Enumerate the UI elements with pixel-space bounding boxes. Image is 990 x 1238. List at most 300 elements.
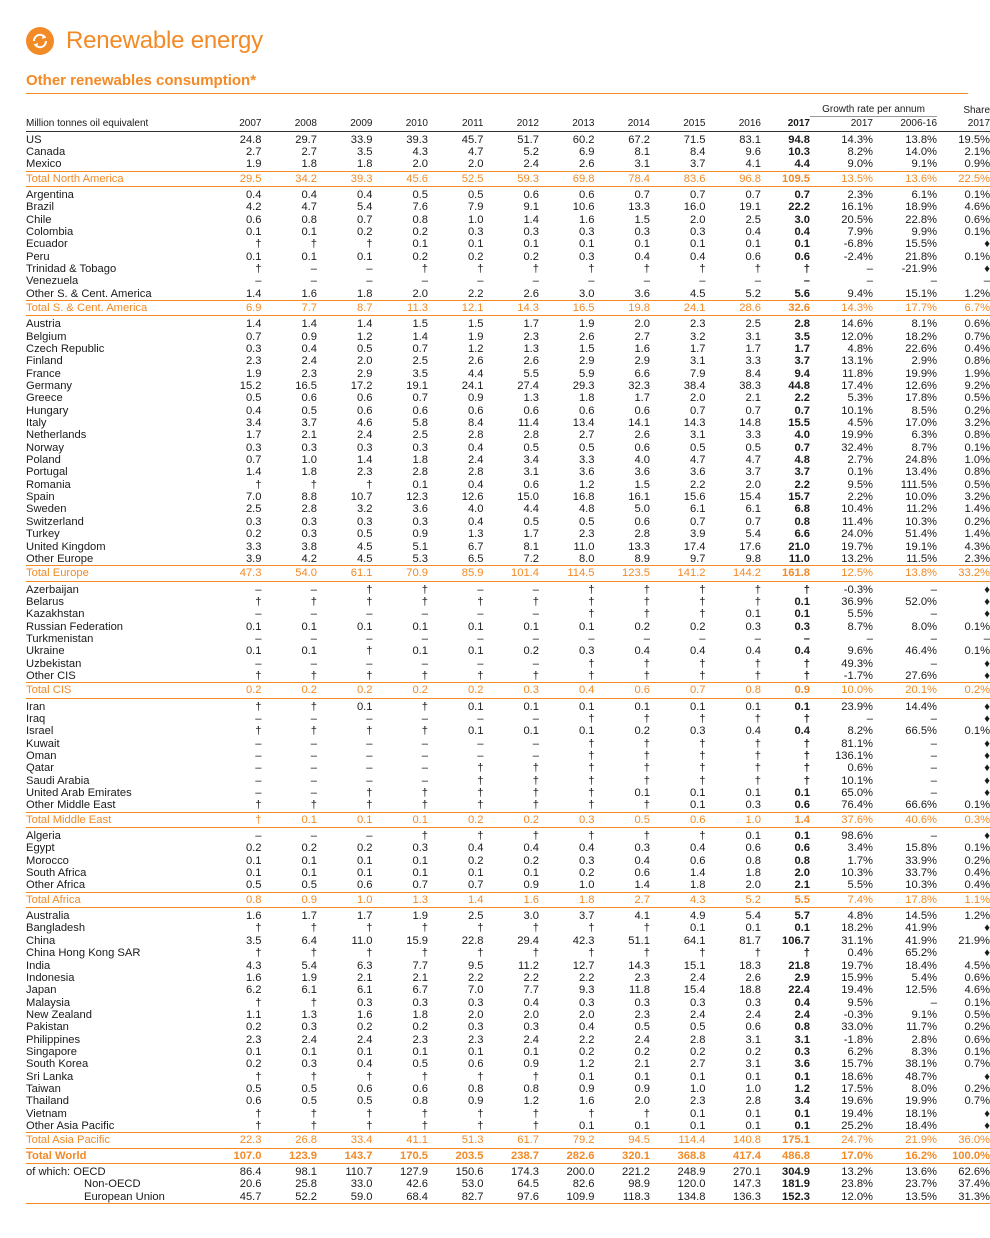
growth-cell: 10.1% [841,774,873,787]
value-cell: 16.0 [683,201,706,214]
share-cell: ♦ [984,669,990,682]
value-cell: 6.4 [301,934,317,947]
value-cell: – [366,774,373,787]
value-cell: 10.6 [572,201,595,214]
growth-cell: – [930,632,938,645]
value-cell: † [421,799,428,812]
value-cell: 1.3 [373,892,429,907]
value-cell: – [421,608,428,621]
value-cell: † [588,262,595,275]
value-cell: 0.3 [578,225,595,238]
table-row [26,263,990,275]
value-cell: 21.0 [788,540,810,553]
growth-cell: 51.4% [905,528,938,541]
row-label: Finland [26,355,63,368]
value-cell: – [532,583,539,596]
value-cell: 0.2 [245,528,262,541]
value-cell: † [754,762,761,775]
share-cell: 0.4% [964,879,990,892]
row-label: Egypt [26,842,55,855]
value-cell: 98.1 [295,1166,317,1178]
row-label: Czech Republic [26,343,105,355]
value-cell: 4.9 [689,910,706,923]
row-label: Total Asia Pacific [26,1133,206,1148]
value-cell: 2.5 [412,355,428,368]
table-row [26,442,990,454]
value-cell: 1.7 [301,910,317,923]
growth-cell: 13.1% [841,355,873,368]
value-cell: 3.3 [245,540,262,553]
value-cell: – [421,632,428,645]
value-cell: 2.4 [523,158,539,171]
value-cell: † [255,996,262,1009]
value-cell: 2.2 [467,971,484,984]
value-cell: 0.2 [484,812,540,827]
value-cell: 0.7 [745,188,761,201]
growth-cell: 11.4% [842,515,873,528]
value-cell: 0.6 [794,799,810,812]
value-cell: † [421,1119,428,1132]
value-cell: † [255,262,262,275]
value-cell: † [643,657,650,670]
value-cell: – [310,750,317,762]
value-cell: 22.8 [461,934,484,947]
value-cell: 0.5 [595,812,651,827]
region-total-row [26,812,990,827]
value-cell: 5.4 [356,201,373,214]
growth-cell: – [930,774,938,787]
share-cell: 0.6% [964,213,990,226]
share-cell: ♦ [984,774,990,787]
value-cell: 2.6 [523,287,539,300]
growth-cell: 40.6% [873,812,937,827]
growth-cell: -1.8% [843,1033,873,1046]
share-cell: 0.4% [964,867,990,880]
table-row [26,608,990,620]
value-cell: 24.8 [239,133,262,146]
growth-cell: 52.0% [905,595,938,608]
value-cell: – [532,657,539,670]
value-cell: 0.4 [539,683,595,698]
value-cell: 4.8 [578,503,595,516]
value-cell: 0.5 [356,1095,373,1108]
value-cell: 0.2 [412,225,428,238]
value-cell: – [643,632,650,645]
year-header: 2009 [317,116,373,131]
value-cell: 4.3 [412,145,428,158]
growth-cell: 31.1% [841,934,873,947]
row-label: United Arab Emirates [26,787,132,800]
share-cell: 22.5% [937,171,990,186]
value-cell: † [421,922,428,935]
value-cell: 16.5 [295,380,317,393]
value-cell: 0.1 [301,1045,317,1058]
value-cell: 0.1 [467,725,484,738]
share-cell: 0.1% [964,188,990,201]
row-label: Algeria [26,830,61,843]
value-cell: 1.8 [412,454,428,467]
value-cell: 1.3 [523,392,539,405]
share-cell: 9.2% [964,380,990,393]
value-cell: 71.5 [683,133,706,146]
growth-cell: 9.1% [911,158,938,171]
value-cell: 120.0 [677,1178,706,1191]
value-cell: 15.7 [788,491,810,504]
row-label: Other Africa [26,879,86,892]
value-cell: 6.1 [301,984,317,997]
value-cell: 0.3 [467,225,484,238]
share-cell: ♦ [984,1107,990,1120]
value-cell: 5.4 [745,528,761,541]
value-cell: 51.1 [628,934,650,947]
value-cell: † [310,595,317,608]
row-label: Total World [26,1148,206,1163]
row-label: China [26,934,56,947]
share-cell: ♦ [984,922,990,935]
growth-cell: 8.2% [847,145,873,158]
value-cell: 2.3 [523,330,539,343]
value-cell: 2.8 [689,1033,706,1046]
value-cell: 3.9 [689,528,706,541]
value-cell: 29.7 [295,133,317,146]
row-label: Indonesia [26,971,75,984]
row-label: India [26,959,51,972]
value-cell: 0.5 [467,188,484,201]
value-cell: † [588,787,595,800]
value-cell: 0.1 [356,867,373,880]
value-cell: 5.3 [412,552,428,565]
value-cell: † [699,737,706,750]
growth-cell: – [930,762,938,775]
value-cell: 0.4 [689,645,706,658]
value-cell: † [366,595,373,608]
value-cell: 1.8 [539,892,595,907]
value-cell: 136.3 [706,1191,762,1204]
value-cell: – [366,608,373,621]
value-cell: 3.3 [745,429,761,442]
value-cell: † [366,947,373,960]
share-cell: 0.6% [964,971,990,984]
share-cell: ♦ [984,762,990,775]
value-cell: 0.6 [467,1058,484,1071]
value-cell: – [310,657,317,670]
share-cell: ♦ [984,700,990,713]
row-label: Mexico [26,158,62,171]
table-row [26,226,990,238]
value-cell: 320.1 [595,1148,651,1163]
growth-cell: 8.7% [847,620,873,633]
share-cell: ♦ [984,947,990,960]
value-cell: 0.1 [634,1119,650,1132]
value-cell: 4.7 [745,454,761,467]
growth-cell: 5.4% [911,971,938,984]
value-cell: 2.3 [689,318,706,331]
value-cell: † [699,657,706,670]
value-cell: 3.5 [245,934,262,947]
value-cell: 0.3 [689,996,706,1009]
share-cell: 62.6% [958,1166,990,1178]
value-cell: 0.6 [745,1021,761,1034]
value-cell: † [803,583,810,596]
value-cell: 0.4 [794,996,810,1009]
value-cell: – [532,632,539,645]
value-cell: 1.3 [301,1008,317,1021]
value-cell: 114.4 [650,1133,706,1148]
growth-cell: 65.2% [905,947,938,960]
value-cell: – [366,632,373,645]
value-cell: 14.3 [484,300,540,315]
value-cell: † [255,922,262,935]
value-cell: 0.2 [412,1021,428,1034]
value-cell: – [532,608,539,621]
value-cell: 0.9 [467,392,484,405]
value-cell: † [310,922,317,935]
value-cell: † [532,669,539,682]
growth-cell: 9.0% [847,158,873,171]
value-cell: 3.0 [578,287,595,300]
row-label: Australia [26,910,70,923]
growth-cell: 8.0% [911,1082,938,1095]
growth-cell: 18.2% [841,922,873,935]
value-cell: 4.5 [356,540,373,553]
row-label: of which: OECD [26,1166,106,1178]
value-cell: 0.1 [356,620,373,633]
value-cell: 1.0 [689,1082,706,1095]
value-cell: 2.7 [578,429,595,442]
value-cell: 4.1 [634,910,650,923]
value-cell: – [421,750,428,762]
value-cell: 0.4 [467,515,484,528]
value-cell: 3.8 [301,540,317,553]
growth-cell: 20.5% [841,213,873,226]
value-cell: 0.1 [301,854,317,867]
growth-cell: – [930,712,938,725]
value-cell: 52.2 [262,1191,318,1204]
value-cell: 1.5 [467,318,484,331]
value-cell: † [310,669,317,682]
value-cell: 4.2 [301,552,317,565]
value-cell: 14.1 [628,417,650,430]
value-cell: – [255,583,262,596]
growth-cell: 19.9% [905,367,938,380]
table-row [26,528,990,540]
value-cell: † [588,657,595,670]
value-cell: – [255,632,262,645]
value-cell: 1.2 [467,343,484,355]
value-cell: 2.6 [578,158,595,171]
row-label: Brazil [26,201,54,214]
value-cell: † [421,830,428,843]
value-cell: 248.9 [677,1166,706,1178]
value-cell: † [255,947,262,960]
value-cell: 118.3 [595,1191,651,1204]
value-cell: 140.8 [706,1133,762,1148]
value-cell: 12.6 [461,491,484,504]
value-cell: 5.1 [412,540,428,553]
value-cell: 4.6 [356,417,373,430]
value-cell: 152.3 [761,1191,810,1204]
value-cell: 29.3 [572,380,595,393]
value-cell: † [310,947,317,960]
value-cell: 0.7 [794,188,810,201]
table-row [26,799,990,812]
value-cell: 5.2 [523,145,539,158]
value-cell: 5.7 [794,910,810,923]
value-cell: 0.2 [428,683,484,698]
value-cell: † [421,583,428,596]
growth-cell: 136.1% [835,750,873,762]
value-cell: 0.8 [794,1021,810,1034]
share-cell: 0.2% [937,683,990,698]
value-cell: 1.6 [578,213,595,226]
value-cell: † [477,1070,484,1083]
value-cell: 11.4 [518,417,539,430]
value-cell: 0.5 [523,441,539,454]
value-cell: 16.8 [572,491,595,504]
value-cell: 0.1 [745,1070,761,1083]
value-cell: 0.3 [745,620,761,633]
value-cell: 2.0 [467,158,484,171]
growth-cell: 10.1% [841,404,873,417]
value-cell: 6.7 [412,984,428,997]
value-cell: † [588,799,595,812]
value-cell: † [421,700,428,713]
growth-cell: 13.2% [841,1166,873,1178]
value-cell: 0.1 [301,645,317,658]
value-cell: 2.1 [745,392,761,405]
growth-header-row [26,99,990,116]
table-row [26,1071,990,1083]
value-cell: † [255,1107,262,1120]
value-cell: † [310,799,317,812]
value-cell: 8.4 [467,417,484,430]
share-cell: 4.6% [964,201,990,214]
value-cell: 0.3 [245,515,262,528]
growth-cell: 13.6% [905,1166,938,1178]
value-cell: 0.5 [245,879,262,892]
value-cell: 1.8 [301,466,317,479]
value-cell: 24.1 [650,300,706,315]
value-cell: † [699,947,706,960]
value-cell: 2.4 [301,1033,317,1046]
growth-cell: 15.8% [905,842,938,855]
value-cell: 2.0 [689,213,706,226]
value-cell: 70.9 [373,566,429,581]
value-cell: † [421,669,428,682]
value-cell: 14.3 [683,417,706,430]
value-cell: – [477,583,484,596]
value-cell: 7.9 [689,367,706,380]
value-cell: 5.5 [523,367,539,380]
value-cell: 6.9 [206,300,262,315]
table-row [26,541,990,553]
value-cell: 0.7 [745,404,761,417]
value-cell: 2.9 [356,367,373,380]
growth-cell: 18.1% [905,1107,938,1120]
value-cell: 3.1 [634,158,650,171]
value-cell: 2.6 [634,429,650,442]
share-cell: 0.2% [964,515,990,528]
table-row [26,1164,990,1179]
growth-cell: 12.0% [841,330,873,343]
value-cell: 0.2 [317,683,373,698]
table-row [26,908,990,923]
value-cell: † [754,737,761,750]
growth-cell: – [930,583,938,596]
value-cell: 10.3 [788,145,810,158]
value-cell: † [754,712,761,725]
value-cell: 2.7 [689,1058,706,1071]
growth-cell: 66.6% [905,799,938,812]
table-row [26,855,990,867]
value-cell: 22.2 [788,201,810,214]
value-cell: 6.7 [467,540,484,553]
share-cell: 0.1% [964,225,990,238]
value-cell: 3.2 [689,330,706,343]
value-cell: † [643,947,650,960]
growth-cell: 17.0% [810,1148,873,1163]
table-row [26,935,990,947]
value-cell: 1.2 [523,1095,539,1108]
value-cell: † [477,262,484,275]
value-cell: 0.1 [689,238,706,251]
value-cell: 0.7 [412,343,428,355]
value-cell: † [532,799,539,812]
value-cell: † [803,669,810,682]
value-cell: 2.1 [794,879,810,892]
value-cell: 1.4 [412,330,428,343]
row-label: Qatar [26,762,54,775]
value-cell: † [803,750,810,762]
value-cell: – [532,712,539,725]
share-cell: ♦ [984,712,990,725]
value-cell: † [477,595,484,608]
value-cell: 0.4 [745,225,761,238]
growth-cell: 76.4% [841,799,873,812]
value-cell: 0.3 [412,842,428,855]
value-cell: 97.6 [484,1191,540,1204]
growth-cell: 12.6% [905,380,938,393]
value-cell: 0.3 [412,515,428,528]
value-cell: 0.4 [578,842,595,855]
value-cell: – [699,632,706,645]
growth-cell: 7.4% [810,892,873,907]
value-cell: 1.1 [245,1008,262,1021]
growth-cell: 18.9% [905,201,938,214]
value-cell: 0.1 [634,700,650,713]
growth-cell: 8.3% [911,1045,938,1058]
value-cell: 2.4 [301,355,317,368]
value-cell: 175.1 [761,1133,810,1148]
value-cell: 1.2 [578,1058,595,1071]
share-cell: 0.5% [964,1008,990,1021]
value-cell: 0.3 [245,441,262,454]
value-cell: 3.6 [689,466,706,479]
value-cell: 0.1 [794,787,810,800]
value-cell: 0.7 [689,404,706,417]
value-cell: 0.2 [467,854,484,867]
value-cell: 44.8 [788,380,810,393]
value-cell: 8.9 [634,552,650,565]
value-cell: 0.8 [745,854,761,867]
value-cell: 0.1 [245,854,262,867]
growth-cell: 13.5% [873,1191,937,1204]
value-cell: 0.1 [794,830,810,843]
value-cell: – [310,275,317,288]
value-cell: 0.1 [689,1107,706,1120]
value-cell: 0.1 [412,854,428,867]
growth-cell: – [930,787,938,800]
